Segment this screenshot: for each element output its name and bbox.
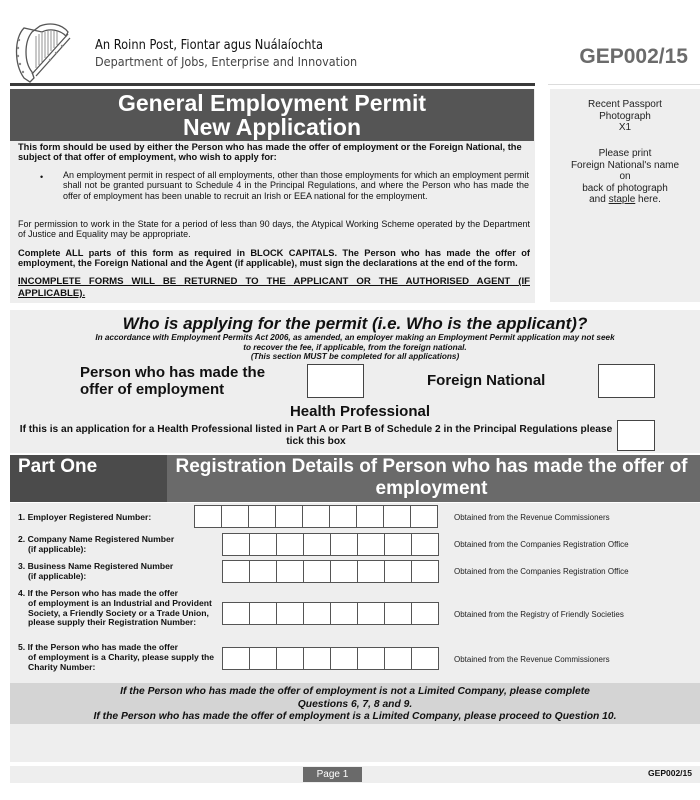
question-2-label [18,535,174,555]
form-code: GEP002/15 [579,45,688,68]
photo-instr-text: and [589,194,609,205]
character-box[interactable] [303,533,331,556]
character-box[interactable] [276,602,304,625]
character-box[interactable] [222,560,250,583]
photo-instr-line: back of photograph [582,182,668,194]
character-box[interactable] [330,533,358,556]
character-box[interactable] [357,533,385,556]
charity-number-input[interactable] [222,647,438,670]
character-box[interactable] [276,533,304,556]
character-box[interactable] [410,505,438,528]
question-5-source: Obtained from the Revenue Commissioners [454,655,610,664]
employer-registered-number-input[interactable] [194,505,437,528]
character-box[interactable] [330,647,358,670]
department-name-irish: An Roinn Post, Fiontar agus Nuálaíochta [95,38,324,53]
foreign-national-applicant-checkbox[interactable] [598,364,655,398]
question-text-cont: of employment is a Charity, please supply the Charity Number: [28,651,215,672]
question-3-label [18,562,173,582]
character-box[interactable] [276,560,304,583]
question-text: Company Name Registered Number [27,534,175,544]
blank-area [10,724,700,762]
character-box[interactable] [302,505,330,528]
part-one-label: Part One [18,456,98,477]
character-box[interactable] [383,505,411,528]
intro-bullet-text: An employment permit in respect of all employments, other than those employments for which an employment permit shall not be granted pursuant to Schedule 4 in the Principal Regulations, and where the Person who has made the offer of employment has been unable to recruit an Irish or EEA national for the employment. [63,170,529,201]
form-title-line2: New Application [182,114,362,140]
character-box[interactable] [303,602,331,625]
applicant-note-line: In accordance with Employment Permits Act 2006, as amended, an employer making an Employment Permit application may not seek [95,333,615,342]
foreign-national-option-label: Foreign National [427,372,546,389]
question-text: Employer Registered Number: [27,512,152,522]
question-number: 5. [18,642,26,652]
employer-option-label: Person who has made the offer of employment [80,364,266,398]
photo-instr-text: here. [635,194,661,205]
question-number: 1. [18,512,26,522]
applicant-section-note [10,333,700,362]
character-box[interactable] [194,505,222,528]
character-box[interactable] [411,602,439,625]
passport-photo-area [550,89,700,302]
question-4-source: Obtained from the Registry of Friendly Societies [454,610,624,619]
question-number: 3. [18,561,26,571]
character-box[interactable] [303,560,331,583]
character-box[interactable] [384,647,412,670]
character-box[interactable] [249,533,277,556]
character-box[interactable] [329,505,357,528]
business-name-registered-number-input[interactable] [222,560,438,583]
photo-instr-line: on [619,171,631,182]
photo-instr-line: Foreign National's name [570,159,680,171]
character-box[interactable] [357,647,385,670]
character-box[interactable] [411,647,439,670]
atypical-scheme-text: For permission to work in the State for a period of less than 90 days, the Atypical Working Scheme operated by the Department of Justice and Equality may be appropriate. [18,219,530,240]
character-box[interactable] [330,560,358,583]
applicant-note-line: (This section MUST be completed for all applications) [250,352,460,362]
bullet-icon: • [40,172,44,182]
question-3-source: Obtained from the Companies Registration Office [454,567,629,576]
character-box[interactable] [248,505,276,528]
character-box[interactable] [411,560,439,583]
header-divider [10,83,535,86]
question-number: 2. [18,534,26,544]
header-divider-right [548,84,700,85]
character-box[interactable] [384,602,412,625]
character-box[interactable] [384,533,412,556]
character-box[interactable] [330,602,358,625]
character-box[interactable] [276,647,304,670]
complete-all-instructions: Complete ALL parts of this form as required in BLOCK CAPITALS. The Person who has made the offer of employment, the Foreign National and the Agent (if applicable), must sign the declarations at the end of the form. [18,248,530,269]
character-box[interactable] [357,602,385,625]
question-text: If the Person who has made the offer [27,588,178,598]
limited-company-note [10,683,700,724]
company-registered-number-input[interactable] [222,533,438,556]
question-1-label [18,513,151,523]
intro-lead-text: This form should be used by either the Person who has made the offer of employment or the Foreign National, the subject of that offer of employment, who wish to apply for: [18,142,522,163]
question-text-cont: (if applicable): [28,543,87,554]
form-title-line1: General Employment Permit [117,90,427,116]
question-text-cont: of employment is an Industrial and Provident Society, a Friendly Society or a Trade Union, please supply their Registration Number: [28,597,212,628]
footer-form-code: GEP002/15 [648,768,692,778]
character-box[interactable] [357,560,385,583]
question-text: Business Name Registered Number [27,561,174,571]
character-box[interactable] [411,533,439,556]
character-box[interactable] [356,505,384,528]
character-box[interactable] [249,560,277,583]
character-box[interactable] [222,533,250,556]
character-box[interactable] [303,647,331,670]
applicant-section-title: Who is applying for the permit (i.e. Who is the applicant)? [122,314,588,333]
society-registration-number-input[interactable] [222,602,438,625]
question-text-cont: (if applicable): [28,570,87,581]
employer-applicant-checkbox[interactable] [307,364,364,398]
photo-title: Recent Passport Photograph X1 [588,99,662,133]
question-5-label [18,643,223,672]
character-box[interactable] [221,505,249,528]
character-box[interactable] [249,647,277,670]
health-professional-description: If this is an application for a Health Professional listed in Part A or Part B of Schedule 2 in the Principal Regulations please tick this box [19,424,613,448]
photo-instr-line [550,194,700,206]
question-number: 4. [18,588,26,598]
limited-note-line: If the Person who has made the offer of employment is a Limited Company, please proceed to Question 10. [93,711,617,723]
photo-instr-line: Please print [598,148,652,159]
character-box[interactable] [222,602,250,625]
character-box[interactable] [249,602,277,625]
form-title [10,89,534,141]
limited-note-line: If the Person who has made the offer of employment is not a Limited Company, please complete [120,686,590,697]
question-4-label [18,589,223,628]
question-2-source: Obtained from the Companies Registration Office [454,540,629,549]
harp-icon [10,18,74,86]
page-number-badge: Page 1 [303,767,362,782]
health-professional-title: Health Professional [289,403,431,420]
limited-note-line: Questions 6, 7, 8 and 9. [297,698,413,710]
incomplete-forms-warning: INCOMPLETE FORMS WILL BE RETURNED TO THE APPLICANT OR THE AUTHORISED AGENT (IF APPLICABLE). [18,276,530,299]
character-box[interactable] [384,560,412,583]
health-professional-checkbox[interactable] [617,420,655,451]
photo-instructions [550,148,700,206]
question-1-source: Obtained from the Revenue Commissioners [454,513,610,522]
part-one-title: Registration Details of Person who has made the offer of employment [175,456,688,499]
photo-instr-staple: staple [608,194,636,205]
character-box[interactable] [222,647,250,670]
department-name-english: Department of Jobs, Enterprise and Innovation [95,54,358,69]
question-text: If the Person who has made the offer [27,642,178,652]
applicant-note-line: to recover the fee, if applicable, from the foreign national. [243,342,467,352]
character-box[interactable] [275,505,303,528]
